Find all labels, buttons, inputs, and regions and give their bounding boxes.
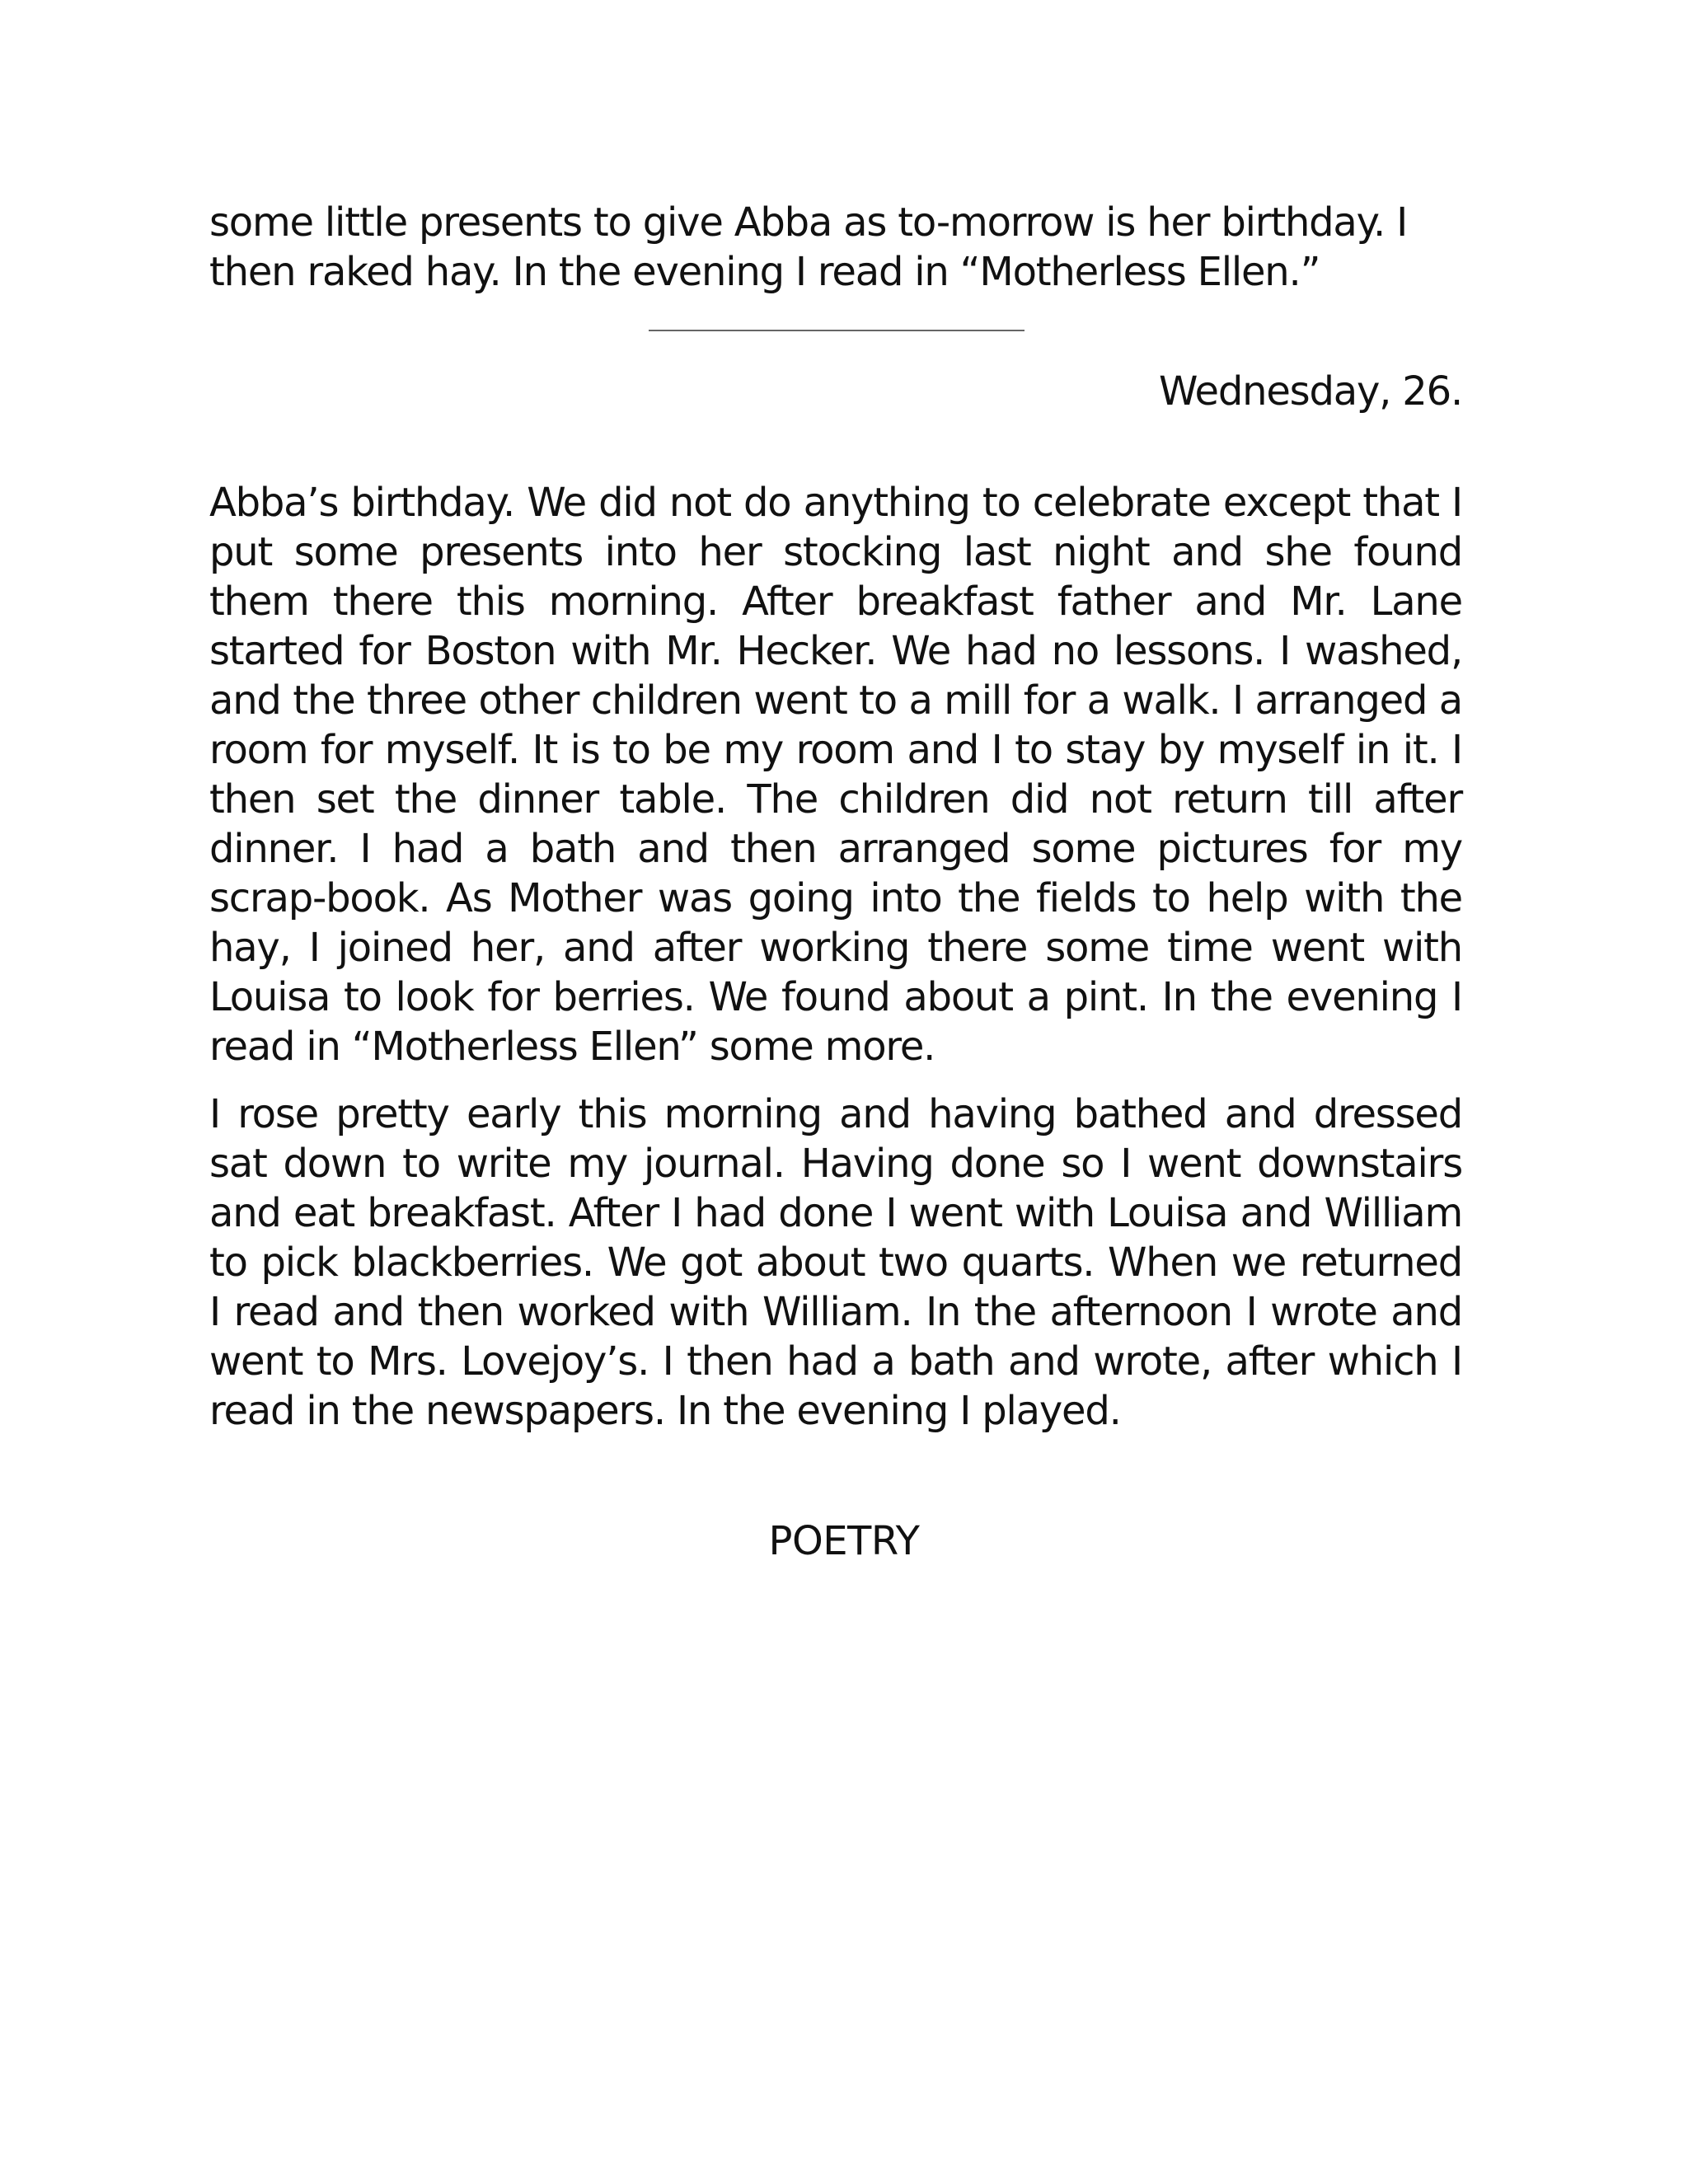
entry-divider [649, 330, 1025, 331]
entry-date-heading: Wednesday, 26. [1159, 368, 1462, 415]
paragraph-previous-entry-tail: some little presents to give Abba as to-morrow is her birthday. I then raked hay. In the evening I read in “Motherless Ellen.” [209, 199, 1408, 295]
section-title-poetry: POETRY [768, 1518, 920, 1564]
paragraph-next-morning-entry: I rose pretty early this morning and having bathed and dressed sat down to write my journal. Having done so I went downstairs and eat breakfast. After I had done I went with Louisa and William to pick blackberries. We got about two quarts. When we returned I read and then worked with William. In the afternoon I wrote and went to Mrs. Lovejoy’s. I then had a bath and wrote, after which I read in the newspapers. In the evening I played. [209, 1091, 1462, 1434]
paragraph-birthday-entry: Abba’s birthday. We did not do anything to celebrate except that I put some presents into her stocking last night and she found them there this morning. After breakfast father and Mr. Lane started for Boston with Mr. Hecker. We had no lessons. I washed, and the three other children went to a mill for a walk. I arranged a room for myself. It is to be my room and I to stay by myself in it. I then set the dinner table. The children did not return till after dinner. I had a bath and then arranged some pictures for my scrap-book. As Mother was going into the fields to help with the hay, I joined her, and after working there some time went with Louisa to look for berries. We found about a pint. In the evening I read in “Motherless Ellen” some more. [209, 480, 1462, 1070]
